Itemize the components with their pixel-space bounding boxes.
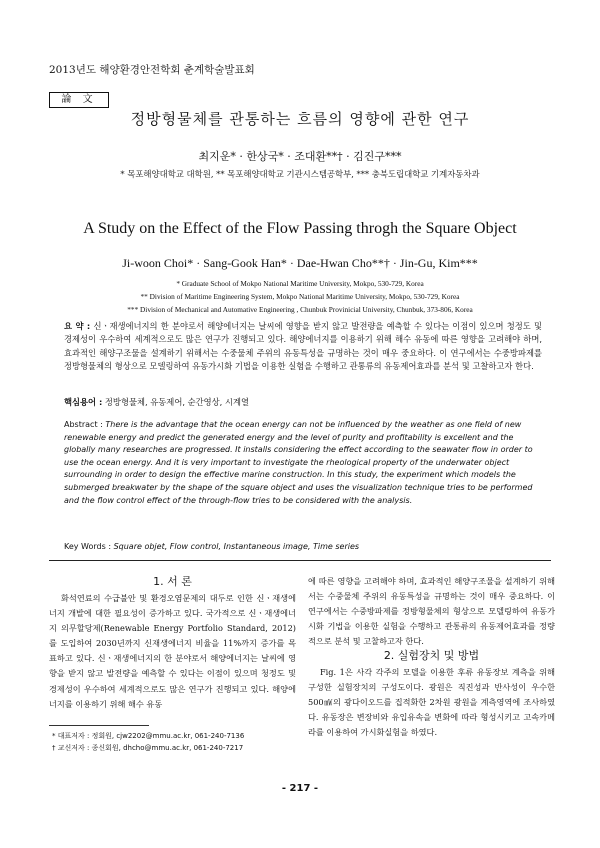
affiliations-korean: * 목포해양대학교 대학원, ** 목포해양대학교 기관시스템공학부, *** 충북도립대학교 기계자동차과 (120, 169, 480, 179)
abstract-korean-label: 요 약 : (64, 321, 91, 331)
abstract-english (64, 419, 542, 507)
authors-korean: 최지운* · 한상국* · 조대환**† · 김진구*** (198, 150, 402, 163)
keywords-english-label: Key Words : (64, 542, 112, 551)
section-2-heading: 2. 실험장치 및 방법 (383, 649, 480, 662)
abstract-english-text: There is the advantage that the ocean energy can not be influenced by the weather as one field of new renewable energy and predict the generated energy and the level of purity and profitability is excellent and the globally many researches are progressed. It installs considering the effect according to the seawater flow in order to use the ocean energy. And it is very important to investigate the rheological property of the underwater object surrounding in order to design the effective marine construction. In this study, the experiment which models the submerged breakwater by the shape of the square object and uses the visualization technique tries to be performed and the flow control effect of the through-flow tries to be considered with the analysis. (64, 420, 533, 505)
affiliation-english-2: ** Division of Maritime Engineering System, Mokpo National Maritime University, Mokpo, 530-729, Korea (140, 292, 460, 301)
affiliation-english-3: *** Division of Mechanical and Automative Engineering , Chunbuk Provinicial University, Chunbuk, 373-806, Korea (127, 305, 473, 314)
affiliation-english-1: * Graduate School of Mokpo National Maritime University, Mokpo, 530-729, Korea (176, 279, 424, 288)
paper-type-label: 論 文 (49, 92, 109, 108)
title-korean: 정방형물체를 관통하는 흐름의 영향에 관한 연구 (130, 110, 470, 128)
section-2-text: Fig. 1은 사각 각주의 모델을 이용한 후류 유동장보 계측을 위해 구성한 실험장치의 구성도이다. 광원은 직진성과 반사성이 우수한 500㎽의 광다이오드를 집적화한 2차원 광원을 계측영역에 조사하였다. 유동장은 변장비와 유입유속을 변화에 따라 형성시키고 고속카메라를 이용하여 가시화실험을 하였다. (308, 667, 555, 738)
conference-header: 2013년도 해양환경안전학회 춘계학술발표회 (49, 64, 255, 76)
section-1-left-text: 화석연료의 수급불안 및 환경오염문제의 대두로 인한 신ㆍ재생에너지 개발에 대한 필요성이 증가하고 있다. 국가적으로 신ㆍ재생에너지 의무할당제(Renewable Energy Portfolio Standard, 2012)를 도입하여 2030년까지 신재생에너지 비율을 11%까지 증가를 목표하고 있다. 신ㆍ재생에너지의 한 분야로서 해양에너지는 날씨에 영향을 받지 않고 발전량을 예측할 수 있다는 이점이 있으며 청정도 및 경제성이 우수하여 세계적으로도 많은 연구가 진행되고 있다. 해양에너지를 이용하기 위해 해수 유동 (49, 593, 296, 709)
section-1-heading: 1. 서 론 (153, 575, 192, 588)
section-divider (49, 560, 551, 561)
page-number: - 217 - (281, 783, 319, 794)
footnote-2: † 교신저자 : 종신회원, dhcho@mmu.ac.kr, 061-240-7217 (52, 744, 244, 752)
keywords-english (64, 542, 359, 551)
keywords-english-text: Square objet, Flow control, Instantaneous image, Time series (113, 542, 360, 551)
keywords-korean (64, 396, 249, 408)
keywords-korean-text: 정방형물체, 유동제어, 순간영상, 시계열 (104, 397, 249, 407)
section-1-right-text: 에 따른 영향을 고려해야 하며, 효과적인 해양구조물을 설계하기 위해서는 수중물체 주위의 유동특성을 규명하는 것이 매우 중요하다. 이 연구에서는 수중방파제를 정방형물체의 형상으로 모델링하여 유동가시화 기법을 이용한 실험을 수행하고 관통류의 유동제어효과를 정량적으로 분석 및 고찰하고자 한다. (308, 576, 555, 647)
authors-english: Ji-woon Choi* · Sang-Gook Han* · Dae-Hwan Cho**† · Jin-Gu, Kim*** (122, 256, 478, 270)
footnote-rule (49, 725, 149, 726)
abstract-korean-text: 신ㆍ재생에너지의 한 분야로서 해양에너지는 날씨에 영향을 받지 않고 발전량을 예측할 수 있다는 이점이 있으며 청정도 및 경제성이 우수하여 세계적으로도 많은 연구가 진행되고 있다. 해양에너지를 이용하기 위해 해수 유동에 따른 영향을 고려해야 하며, 효과적인 해양구조물을 설계하기 위해서는 수중물체 주위의 유동특성을 규명하는 것이 매우 중요하다. 이 연구에서는 수중방파제를 정방형물체의 형상으로 모델링하여 유동가시화 기법을 이용한 실험을 수행하고 관통류의 유동제어효과를 분석 및 고찰하고자 한다. (64, 321, 543, 371)
keywords-korean-label: 핵심용어 : (64, 397, 103, 407)
abstract-korean (64, 320, 542, 373)
abstract-english-label: Abstract : (64, 420, 103, 429)
footnote-1: * 대표저자 : 정회원, cjw2202@mmu.ac.kr, 061-240-7136 (52, 732, 245, 740)
title-english: A Study on the Effect of the Flow Passing throgh the Square Object (83, 220, 517, 237)
